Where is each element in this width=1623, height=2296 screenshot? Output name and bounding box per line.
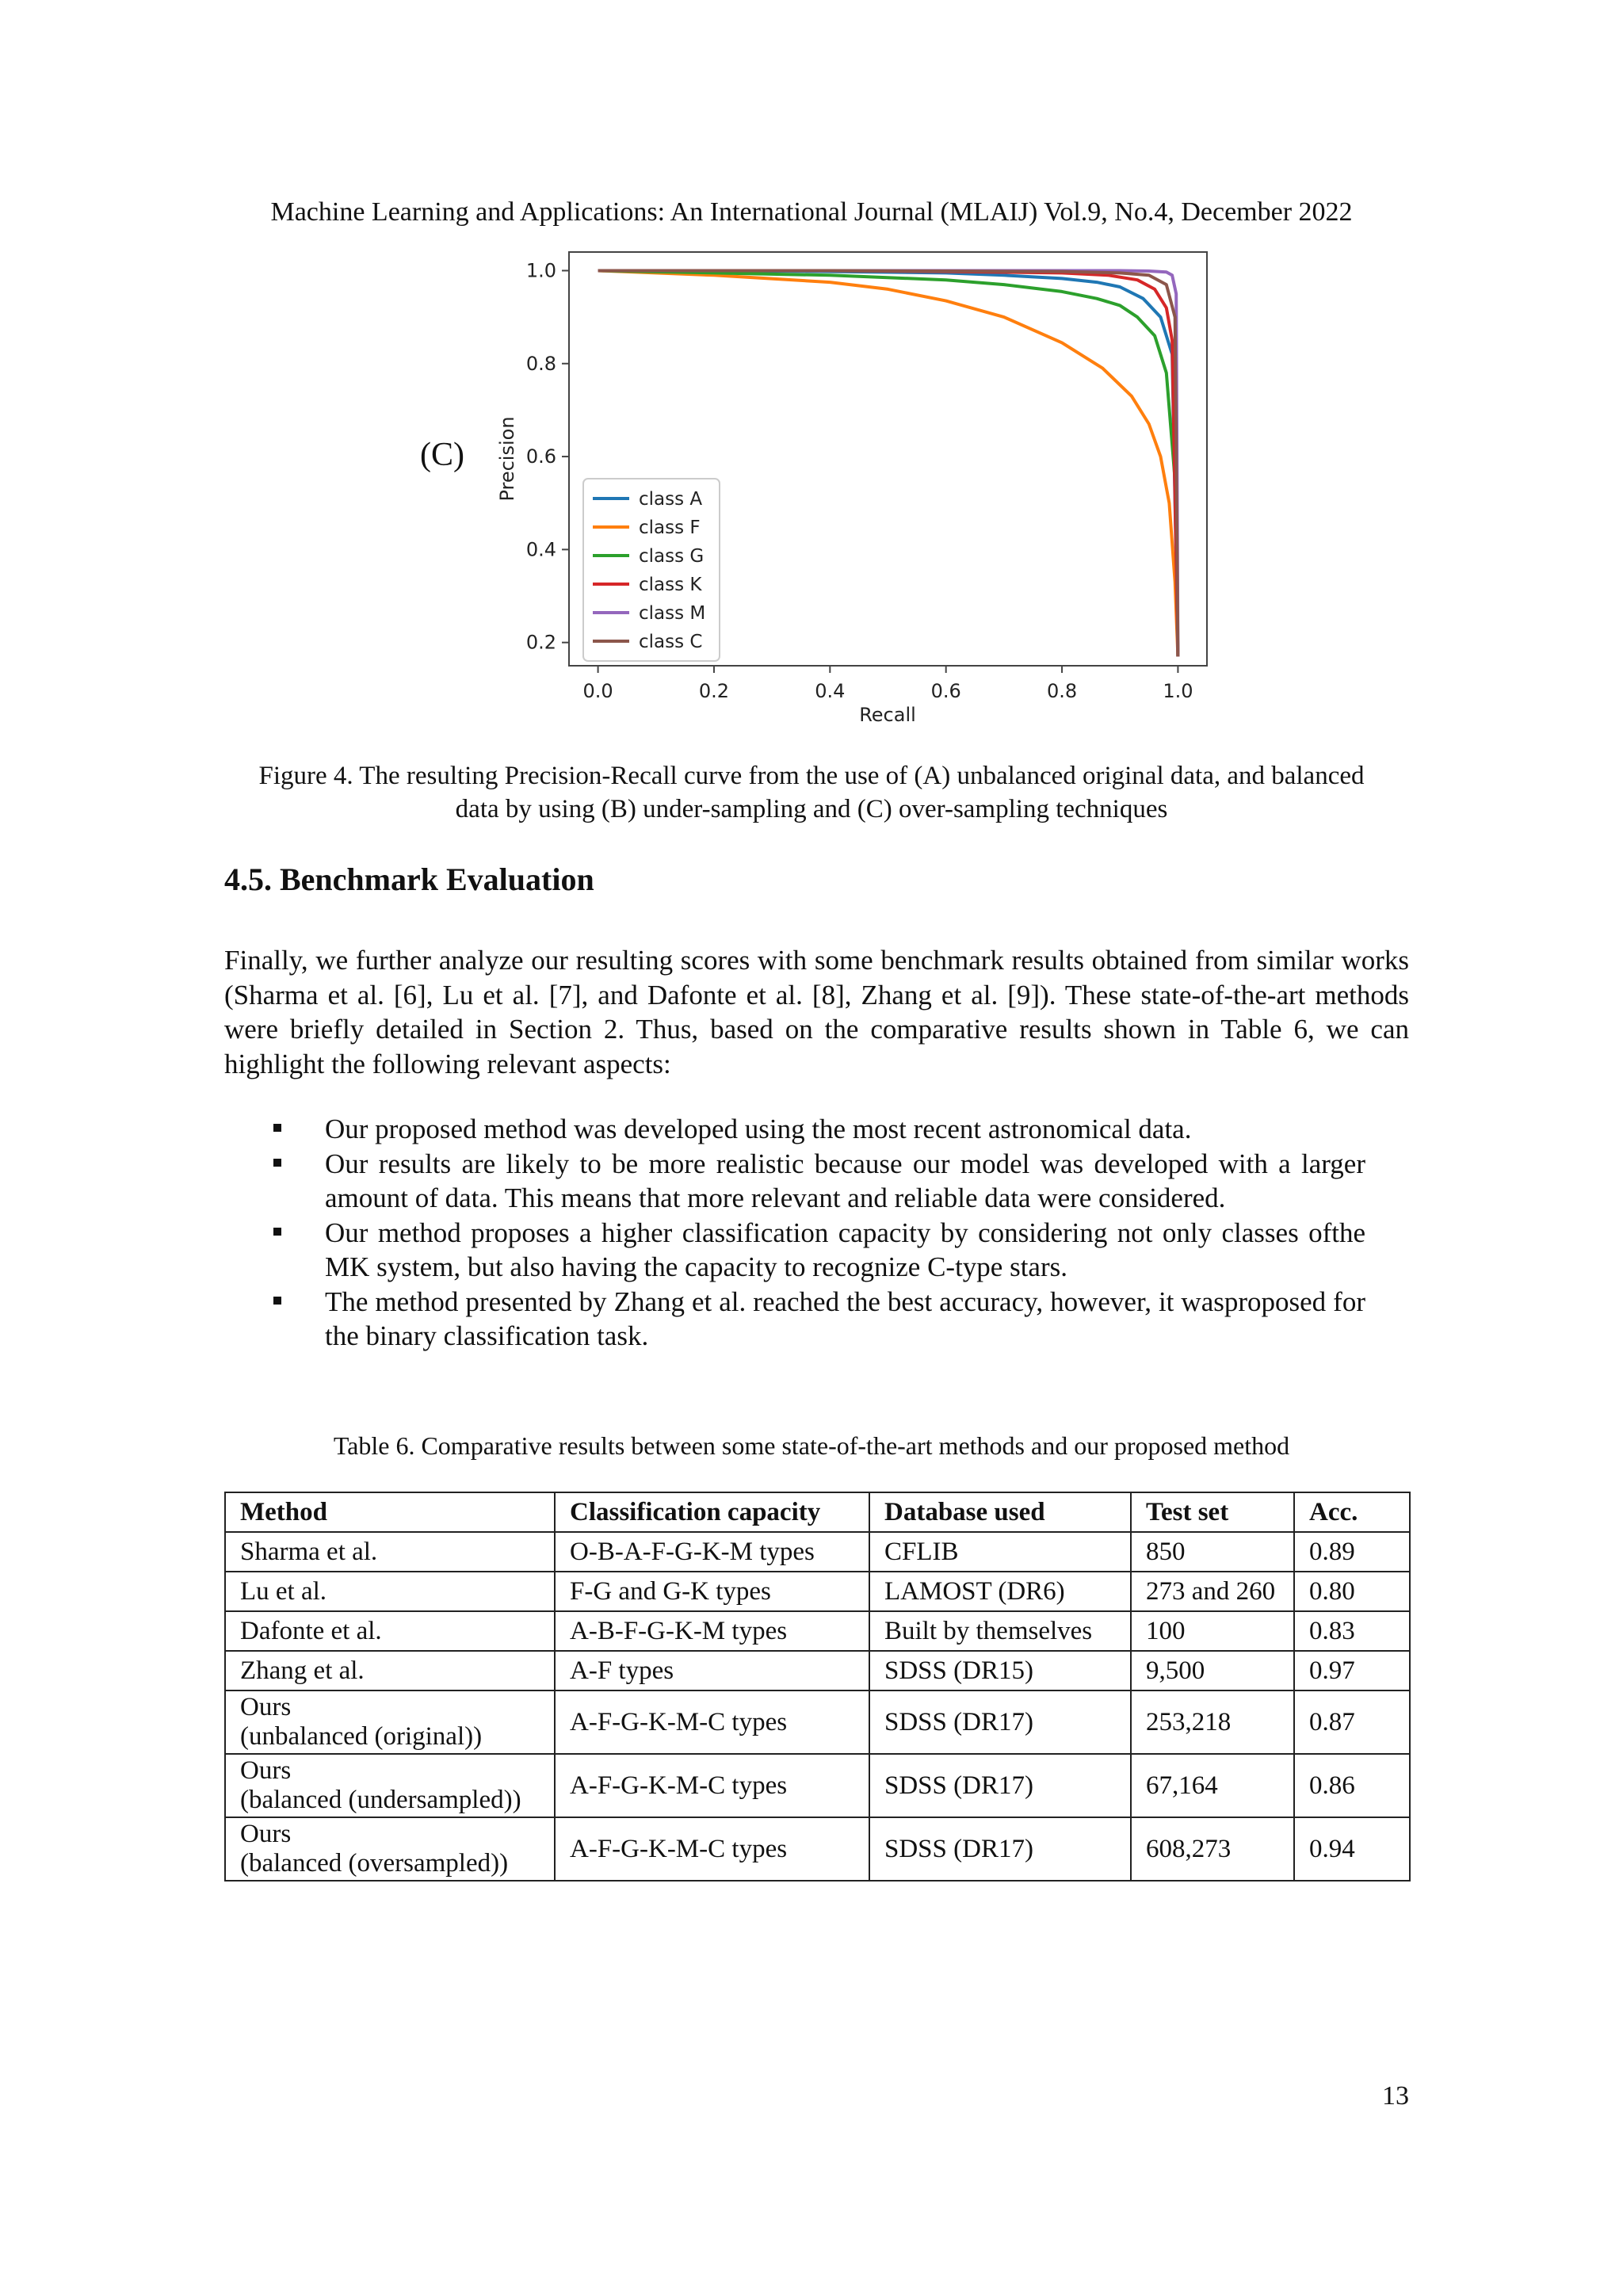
legend-label: class K: [639, 575, 702, 595]
table-row: [225, 1754, 1410, 1817]
table-caption: Table 6. Comparative results between some state-of-the-art methods and our proposed method: [333, 1431, 1290, 1460]
comparison-table: [224, 1492, 1411, 1881]
legend-label: class G: [639, 546, 705, 567]
x-axis-label: Recall: [859, 704, 916, 726]
y-tick-label: 0.6: [525, 445, 556, 468]
bullet-square-icon: [273, 1228, 281, 1236]
cell-test-set: 273 and 260: [1131, 1572, 1294, 1611]
method-name: Ours: [240, 1756, 292, 1785]
figure-caption-line-2: data by using (B) under-sampling and (C) over-sampling techniques: [455, 795, 1168, 823]
cell-method: Sharma et al.: [225, 1532, 555, 1572]
cell-test-set: 850: [1131, 1532, 1294, 1572]
bullet-square-icon: [273, 1297, 281, 1305]
x-tick-label: 0.2: [698, 680, 730, 702]
method-variant: (balanced (oversampled)): [240, 1849, 509, 1878]
table-row: [225, 1651, 1410, 1690]
cell-accuracy: 0.94: [1294, 1817, 1410, 1881]
cell-method: Lu et al.: [225, 1572, 555, 1611]
cell-accuracy: 0.83: [1294, 1611, 1410, 1651]
bullet-text: Our results are likely to be more realistic because our model was developed with a larger amount of data. This means that more relevant and reliable data were considered.: [325, 1148, 1365, 1213]
cell-accuracy: 0.86: [1294, 1754, 1410, 1817]
bullet-square-icon: [273, 1124, 281, 1132]
header-test-set: Test set: [1131, 1492, 1294, 1532]
body-paragraph: Finally, we further analyze our resulting scores with some benchmark results obtained from similar works (Sharma et al. [6], Lu et al. [7], and Dafonte et al. [8], Zhang et al. [9]). These state-of-the-art methods were briefly detailed in Section 2. Thus, based on the comparative results shown in Table 6, we can highlight the following relevant aspects:: [224, 945, 1409, 1079]
header-method: Method: [225, 1492, 555, 1532]
cell-test-set: 100: [1131, 1611, 1294, 1651]
y-tick-label: 0.4: [525, 538, 556, 561]
cell-database: SDSS (DR17): [869, 1754, 1131, 1817]
cell-test-set: 67,164: [1131, 1754, 1294, 1817]
legend-label: class A: [639, 489, 703, 510]
cell-method: Zhang et al.: [225, 1651, 555, 1690]
bullet-text: The method presented by Zhang et al. reached the best accuracy, however, it wasproposed for the binary classification task.: [325, 1286, 1365, 1351]
y-tick-label: 0.8: [525, 352, 556, 375]
table-row: [225, 1817, 1410, 1881]
bullet-item: [224, 1147, 1365, 1216]
cell-database: CFLIB: [869, 1532, 1131, 1572]
x-tick-label: 0.8: [1046, 680, 1078, 702]
x-tick-label: 0.0: [582, 680, 613, 702]
y-tick-label: 1.0: [525, 259, 556, 282]
header-accuracy: Acc.: [1294, 1492, 1410, 1532]
section-heading: 4.5. Benchmark Evaluation: [224, 861, 594, 897]
method-name: Ours: [240, 1820, 292, 1848]
cell-capacity: F-G and G-K types: [555, 1572, 869, 1611]
method-name: Ours: [240, 1693, 292, 1721]
cell-capacity: A-F-G-K-M-C types: [555, 1817, 869, 1881]
cell-method: [225, 1817, 555, 1881]
table-row: [225, 1572, 1410, 1611]
page-number: 13: [1382, 2081, 1409, 2111]
bullet-item: [224, 1285, 1365, 1354]
cell-test-set: 253,218: [1131, 1690, 1294, 1754]
method-variant: (unbalanced (original)): [240, 1722, 483, 1751]
x-tick-label: 0.4: [815, 680, 846, 702]
cell-method: [225, 1690, 555, 1754]
table-header-row: [225, 1492, 1410, 1532]
bullet-list: [224, 1112, 1365, 1354]
cell-accuracy: 0.97: [1294, 1651, 1410, 1690]
cell-accuracy: 0.80: [1294, 1572, 1410, 1611]
cell-test-set: 9,500: [1131, 1651, 1294, 1690]
cell-capacity: A-F types: [555, 1651, 869, 1690]
cell-capacity: O-B-A-F-G-K-M types: [555, 1532, 869, 1572]
cell-database: LAMOST (DR6): [869, 1572, 1131, 1611]
cell-capacity: A-F-G-K-M-C types: [555, 1690, 869, 1754]
cell-database: Built by themselves: [869, 1611, 1131, 1651]
bullet-item: [224, 1112, 1365, 1147]
bullet-text: Our method proposes a higher classification capacity by considering not only classes ofthe MK system, but also having the capacity to recognize C-type stars.: [325, 1217, 1365, 1282]
method-variant: (balanced (undersampled)): [240, 1786, 521, 1814]
precision-recall-figure: [396, 246, 1244, 737]
bullet-text: Our proposed method was developed using the most recent astronomical data.: [325, 1114, 1192, 1144]
figure-panel-label: (C): [420, 437, 464, 473]
x-tick-label: 0.6: [930, 680, 961, 702]
legend-label: class M: [639, 603, 706, 624]
figure-caption: [206, 759, 1417, 826]
header-capacity: Classification capacity: [555, 1492, 869, 1532]
cell-database: SDSS (DR15): [869, 1651, 1131, 1690]
figure-caption-line-1: Figure 4. The resulting Precision-Recall curve from the use of (A) unbalanced original data, and balanced: [258, 762, 1365, 790]
cell-accuracy: 0.87: [1294, 1690, 1410, 1754]
cell-capacity: A-B-F-G-K-M types: [555, 1611, 869, 1651]
table-row: [225, 1532, 1410, 1572]
y-tick-label: 0.2: [525, 631, 556, 654]
journal-header: Machine Learning and Applications: An International Journal (MLAIJ) Vol.9, No.4, December 2022: [270, 197, 1353, 227]
table-row: [225, 1690, 1410, 1754]
precision-recall-chart: [396, 246, 1244, 737]
cell-capacity: A-F-G-K-M-C types: [555, 1754, 869, 1817]
header-database: Database used: [869, 1492, 1131, 1532]
legend-label: class F: [639, 518, 701, 538]
bullet-item: [224, 1216, 1365, 1285]
bullet-square-icon: [273, 1159, 281, 1167]
y-axis-label: Precision: [496, 416, 518, 502]
table-row: [225, 1611, 1410, 1651]
cell-accuracy: 0.89: [1294, 1532, 1410, 1572]
x-tick-label: 1.0: [1163, 680, 1193, 702]
legend-label: class C: [639, 632, 703, 652]
cell-test-set: 608,273: [1131, 1817, 1294, 1881]
cell-method: [225, 1754, 555, 1817]
cell-method: Dafonte et al.: [225, 1611, 555, 1651]
cell-database: SDSS (DR17): [869, 1690, 1131, 1754]
cell-database: SDSS (DR17): [869, 1817, 1131, 1881]
